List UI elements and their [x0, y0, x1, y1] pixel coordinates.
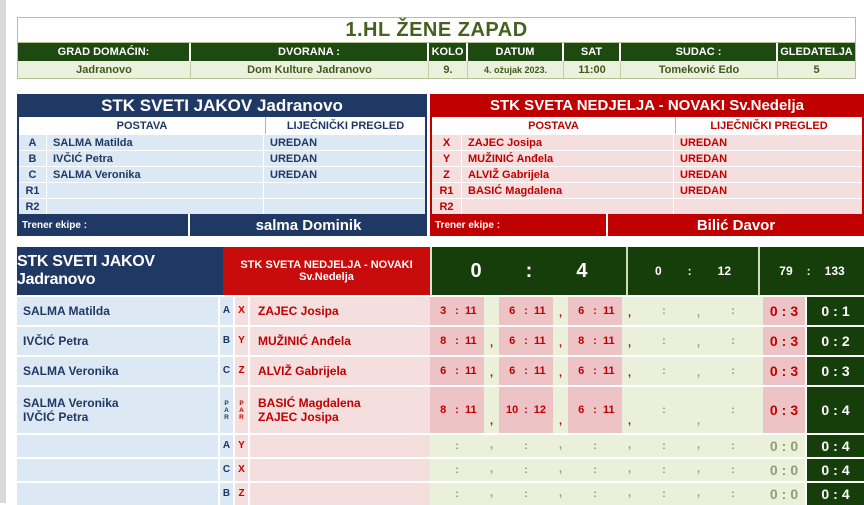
match-home-player — [17, 435, 218, 457]
set-score-cell: 6 : 11 — [568, 357, 622, 385]
away-coach-name: Bilić Davor — [696, 216, 776, 234]
set-separator-comma: , — [558, 439, 563, 451]
league-title: 1.HL ŽENE ZAPAD — [18, 18, 855, 43]
match-away-player — [248, 435, 430, 457]
set-scores — [430, 435, 760, 457]
home-roster-table — [17, 94, 427, 236]
match-home-player — [17, 483, 218, 505]
set-score-cell: 10 : 12 — [499, 387, 553, 433]
medical-status: UREDAN — [680, 152, 728, 165]
away-roster-subheader — [430, 117, 864, 134]
set-score-cell: 6 : 11 — [499, 357, 553, 385]
away-postava-label: POSTAVA — [528, 119, 579, 132]
page-edge — [0, 0, 6, 503]
set-separator-comma: , — [489, 337, 494, 349]
set-score-cell: : — [455, 464, 459, 476]
set-separator-comma: , — [627, 463, 632, 475]
player-pos: A — [218, 435, 233, 457]
medical-status: UREDAN — [270, 168, 318, 181]
medical-status: UREDAN — [270, 136, 318, 149]
running-match-score-cell: 0 : 4 — [805, 483, 864, 505]
info-value-row — [18, 61, 855, 78]
match-row — [17, 385, 864, 433]
match-header-row — [17, 247, 864, 295]
match-home-team-header: STK SVETI JAKOV Jadranovo — [17, 247, 223, 295]
set-separator-comma: , — [627, 439, 632, 451]
match-away-team-header: STK SVETA NEDJELJA - NOVAKI Sv.Nedelja — [223, 247, 430, 295]
value-grad-domacin: Jadranovo — [18, 61, 191, 78]
set-separator-comma: , — [627, 487, 632, 499]
player-pos: Y — [233, 435, 248, 457]
roster-row — [432, 134, 862, 150]
running-match-score-cell: 0 : 4 — [805, 387, 864, 433]
set-separator-comma: , — [627, 367, 632, 379]
set-separator-comma: , — [627, 415, 632, 427]
points-score-colon: : — [806, 264, 811, 278]
games-result-cell: 0 : 3 — [760, 387, 805, 433]
set-score-cell: : — [731, 305, 735, 317]
player-pos: Y — [233, 327, 248, 355]
set-score-cell: 6 : 11 — [499, 327, 553, 355]
value-sudac: Tomeković Edo — [621, 61, 778, 78]
set-score-cell: : — [731, 404, 735, 416]
set-score-cell: 6 : 11 — [430, 357, 484, 385]
set-score-cell: : — [524, 488, 528, 500]
points-score-home: 79 — [779, 264, 793, 278]
player-pos: C — [218, 459, 233, 481]
roster-row — [19, 150, 425, 166]
home-roster-subheader — [17, 117, 427, 134]
set-score-cell: : — [731, 365, 735, 377]
set-score-cell: 6 : 11 — [568, 297, 622, 325]
medical-status — [674, 199, 862, 214]
roster-row — [432, 166, 862, 182]
games-score-colon: : — [687, 264, 692, 278]
set-score-cell: : — [662, 335, 666, 347]
set-score-cell: : — [662, 305, 666, 317]
match-home-player: IVČIĆ Petra — [17, 327, 218, 355]
roster-row — [19, 166, 425, 182]
set-scores — [430, 327, 760, 355]
home-roster-body — [17, 134, 427, 214]
set-separator-comma: , — [558, 415, 563, 427]
roster-row — [432, 198, 862, 214]
medical-status — [264, 199, 425, 214]
player-name: SALMA Matilda — [47, 135, 264, 150]
medical-status: UREDAN — [680, 184, 728, 197]
home-coach-row — [17, 214, 427, 236]
roster-row — [19, 182, 425, 198]
set-separator-comma: , — [489, 463, 494, 475]
set-separator-comma: , — [696, 367, 701, 379]
medical-status — [264, 183, 425, 198]
value-datum: 4. ožujak 2023. — [468, 61, 564, 78]
home-medical-label: LIJEČNIČKI PREGLED — [265, 117, 425, 134]
player-name — [47, 183, 264, 198]
set-score-cell: : — [455, 488, 459, 500]
games-result-cell: 0 : 0 — [760, 459, 805, 481]
player-name: ZAJEC Josipa — [462, 135, 674, 150]
roster-row — [19, 134, 425, 150]
set-separator-comma: , — [627, 337, 632, 349]
set-score-cell: : — [524, 440, 528, 452]
match-home-player — [17, 459, 218, 481]
roster-row — [432, 182, 862, 198]
player-name: ALVIŽ Gabrijela — [462, 167, 674, 182]
header-sudac: SUDAC : — [621, 43, 778, 61]
set-separator-comma: , — [696, 337, 701, 349]
set-score-cell: 6 : 11 — [568, 387, 622, 433]
set-score-cell: 6 : 11 — [499, 297, 553, 325]
set-score-cell: : — [662, 365, 666, 377]
set-score-cell: : — [731, 464, 735, 476]
home-team-name: STK SVETI JAKOV Jadranovo — [17, 94, 427, 117]
set-separator-comma: , — [489, 415, 494, 427]
player-pos: C — [19, 167, 47, 182]
set-score-cell: 8 : 11 — [430, 387, 484, 433]
value-sat: 11:00 — [564, 61, 621, 78]
set-separator-comma: , — [696, 487, 701, 499]
games-result-cell: 0 : 3 — [760, 297, 805, 325]
match-away-player: BASIĆ Magdalena ZAJEC Josipa — [248, 387, 430, 433]
value-kolo: 9. — [429, 61, 468, 78]
match-away-player: ALVIŽ Gabrijela — [248, 357, 430, 385]
player-pos: A — [19, 135, 47, 150]
set-score-cell: : — [731, 335, 735, 347]
match-row — [17, 295, 864, 325]
match-info-table — [17, 17, 856, 79]
player-pos: Z — [233, 483, 248, 505]
header-dvorana: DVORANA : — [191, 43, 429, 61]
sets-score-colon: : — [525, 259, 533, 282]
player-name — [47, 199, 264, 214]
running-match-score-cell: 0 : 4 — [805, 435, 864, 457]
home-coach-label: Trener ekipe : — [17, 214, 190, 236]
set-score-cell: 3 : 11 — [430, 297, 484, 325]
set-separator-comma — [484, 297, 499, 325]
home-coach-name: salma Dominik — [255, 216, 362, 234]
running-match-score-cell: 0 : 4 — [805, 459, 864, 481]
set-separator-comma: , — [627, 307, 632, 319]
medical-status: UREDAN — [680, 168, 728, 181]
set-separator-comma: , — [489, 487, 494, 499]
games-score-away: 12 — [717, 264, 732, 278]
roster-row — [432, 150, 862, 166]
set-separator-comma: , — [489, 439, 494, 451]
match-score-table — [17, 247, 864, 505]
header-datum: DATUM — [468, 43, 564, 61]
total-sets-score — [430, 247, 628, 295]
games-result-cell: 0 : 3 — [760, 327, 805, 355]
player-pos: X — [233, 459, 248, 481]
games-score-home: 0 — [654, 264, 662, 278]
match-row — [17, 355, 864, 385]
away-coach-row — [430, 214, 864, 236]
match-home-player: SALMA Veronika — [17, 357, 218, 385]
player-name: MUŽINIĆ Anđela — [462, 151, 674, 166]
value-dvorana: Dom Kulture Jadranovo — [191, 61, 429, 78]
set-separator-comma: , — [558, 307, 563, 319]
set-score-cell: : — [662, 404, 666, 416]
player-pos: C — [218, 357, 233, 385]
away-coach-label: Trener ekipe : — [430, 214, 608, 236]
points-score-away: 133 — [824, 264, 845, 278]
player-name: BASIĆ Magdalena — [462, 183, 674, 198]
total-points-score — [760, 247, 864, 295]
set-score-cell: 8 : 11 — [430, 327, 484, 355]
player-pos: P A R — [233, 387, 248, 433]
set-score-cell: : — [662, 440, 666, 452]
set-scores — [430, 357, 760, 385]
set-score-cell: : — [662, 488, 666, 500]
match-rows — [17, 295, 864, 505]
header-gledatelja: GLEDATELJA — [778, 43, 855, 61]
header-sat: SAT — [564, 43, 621, 61]
player-pos: Y — [432, 151, 462, 166]
player-pos: B — [218, 483, 233, 505]
medical-status: UREDAN — [680, 136, 728, 149]
player-pos: Z — [432, 167, 462, 182]
away-roster-body — [430, 134, 864, 214]
header-grad-domacin: GRAD DOMAĆIN: — [18, 43, 191, 61]
match-home-player: SALMA Matilda — [17, 297, 218, 325]
medical-status: UREDAN — [270, 152, 318, 165]
set-score-cell: : — [593, 464, 597, 476]
set-score-cell: : — [662, 464, 666, 476]
set-scores — [430, 387, 760, 433]
match-row — [17, 433, 864, 457]
match-row — [17, 457, 864, 481]
player-pos: R1 — [19, 183, 47, 198]
set-score-cell: : — [524, 464, 528, 476]
match-away-player — [248, 483, 430, 505]
player-pos: X — [432, 135, 462, 150]
set-score-cell: : — [593, 488, 597, 500]
set-score-cell: : — [731, 440, 735, 452]
player-pos: R2 — [432, 199, 462, 214]
match-home-player: SALMA Veronika IVČIĆ Petra — [17, 387, 218, 433]
set-separator-comma: , — [696, 463, 701, 475]
set-separator-comma: , — [558, 337, 563, 349]
player-pos: B — [19, 151, 47, 166]
player-name: IVČIĆ Petra — [47, 151, 264, 166]
set-separator-comma: , — [558, 487, 563, 499]
set-separator-comma: , — [696, 307, 701, 319]
match-row — [17, 481, 864, 505]
set-scores — [430, 297, 760, 325]
player-pos: A — [218, 297, 233, 325]
set-scores — [430, 483, 760, 505]
away-team-name: STK SVETA NEDJELJA - NOVAKI Sv.Nedelja — [430, 94, 864, 117]
sets-score-away: 4 — [576, 259, 588, 282]
player-pos: Z — [233, 357, 248, 385]
games-result-cell: 0 : 0 — [760, 435, 805, 457]
set-score-cell: 8 : 11 — [568, 327, 622, 355]
set-separator-comma: , — [696, 439, 701, 451]
match-row — [17, 325, 864, 355]
player-pos: X — [233, 297, 248, 325]
player-pos: P A R — [218, 387, 233, 433]
total-games-score — [628, 247, 760, 295]
games-result-cell: 0 : 3 — [760, 357, 805, 385]
match-away-player: ZAJEC Josipa — [248, 297, 430, 325]
player-pos: R2 — [19, 199, 47, 214]
info-header-row — [18, 43, 855, 61]
set-score-cell: : — [593, 440, 597, 452]
roster-row — [19, 198, 425, 214]
running-match-score-cell: 0 : 2 — [805, 327, 864, 355]
sets-score-home: 0 — [470, 259, 482, 282]
match-away-player — [248, 459, 430, 481]
set-separator-comma: , — [489, 367, 494, 379]
player-pos: B — [218, 327, 233, 355]
value-gledatelja: 5 — [778, 61, 855, 78]
set-separator-comma: , — [696, 415, 701, 427]
set-separator-comma: , — [558, 367, 563, 379]
player-name: SALMA Veronika — [47, 167, 264, 182]
away-medical-label: LIJEČNIČKI PREGLED — [675, 117, 862, 134]
running-match-score-cell: 0 : 1 — [805, 297, 864, 325]
player-name — [462, 199, 674, 214]
set-separator-comma: , — [558, 463, 563, 475]
match-away-player: MUŽINIĆ Anđela — [248, 327, 430, 355]
games-result-cell: 0 : 0 — [760, 483, 805, 505]
set-score-cell: : — [455, 440, 459, 452]
rosters-section — [17, 94, 864, 236]
set-score-cell: : — [731, 488, 735, 500]
header-kolo: KOLO — [429, 43, 468, 61]
player-pos: R1 — [432, 183, 462, 198]
set-scores — [430, 459, 760, 481]
running-match-score-cell: 0 : 3 — [805, 357, 864, 385]
home-postava-label: POSTAVA — [116, 119, 168, 132]
away-roster-table — [430, 94, 864, 236]
